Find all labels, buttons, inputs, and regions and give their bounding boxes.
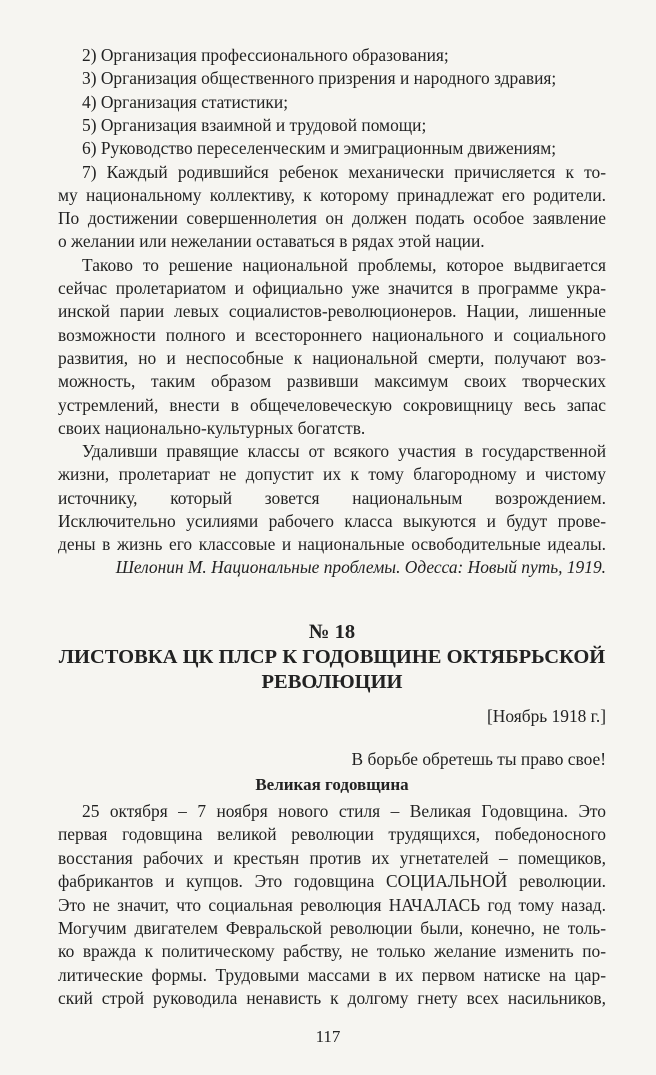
paragraph-line: своих национально-культурных богатств. [58, 417, 366, 438]
paragraph-line: источнику, который зовется национальным возрождением. [58, 487, 606, 508]
body-paragraph-line: фабрикантов и купцов. Это годовщина СОЦИАЛЬНОЙ революции. [58, 871, 606, 892]
paragraph-line: По достижении совершеннолетия он должен подать особое заявление [58, 208, 606, 229]
paragraph-line: сейчас пролетариатом и официально уже значится в программе укра- [58, 278, 606, 298]
document-title-line-1: ЛИСТОВКА ЦК ПЛСР К ГОДОВЩИНЕ ОКТЯБРЬСКОЙ [58, 646, 606, 668]
page-number: 117 [315, 1027, 341, 1046]
source-citation: Шелонин М. Национальные проблемы. Одесса: Новый путь, 1919. [115, 557, 606, 577]
paragraph-line: о желании или нежелании оставаться в рядах этой нации. [58, 231, 485, 252]
paragraph-line: 2) Организация профессионального образования; [82, 45, 449, 65]
body-paragraph-line: литические формы. Трудовыми массами в их первом натиске на цар- [58, 964, 606, 985]
section-subheading: Великая годовщина [255, 775, 409, 794]
paragraph-line: дены в жизнь его классовые и национальные освободительные идеалы. [58, 534, 606, 555]
paragraph-line: Исключительно усилиями рабочего класса выкуются и будут прове- [58, 511, 606, 531]
paragraph-line: устремлений, внести в общечеловеческую сокровищницу весь запас [58, 394, 606, 415]
motto: В борьбе обретешь ты право свое! [351, 749, 606, 769]
document-title-line-2: РЕВОЛЮЦИИ [261, 671, 403, 693]
paragraph-line: инской парии левых социалистов-революционеров. Нации, лишенные [58, 301, 606, 322]
paragraph-line: Удаливши правящие классы от всякого участия в государственной [82, 441, 606, 462]
paragraph-line: можность, таким образом развивши максимум своих творческих [58, 371, 606, 392]
document-number: № 18 [308, 621, 356, 643]
paragraph-line: возможности полного и всестороннего национального и социального [58, 324, 606, 345]
paragraph-line: 3) Организация общественного призрения и народного здравия; [82, 68, 557, 89]
body-paragraph-line: восстания рабочих и крестьян против их угнетателей – помещиков, [58, 847, 606, 868]
body-paragraph-line: Могучим двигателем Февральской революции были, конечно, не толь- [58, 918, 606, 938]
body-paragraph-line: первая годовщина великой революции трудящихся, победоносного [58, 824, 606, 845]
paragraph-line: 4) Организация статистики; [82, 91, 289, 112]
paragraph-line: 5) Организация взаимной и трудовой помощи; [82, 114, 427, 135]
paragraph-line: развития, но и неспособные к национальной смерти, получают воз- [58, 347, 606, 368]
body-paragraph-line: 25 октября – 7 ноября нового стиля – Великая Годовщина. Это [82, 801, 606, 821]
paragraph-line: 6) Руководство переселенческим и эмиграционным движениям; [82, 138, 557, 159]
paragraph-line: жизни, пролетариат не допустит их к тому благородному и чистому [58, 464, 606, 485]
paragraph-line: му национальному коллективу, к которому принадлежат его родители. [58, 184, 606, 205]
body-paragraph-line: Это не значит, что социальная революция НАЧАЛАСЬ год тому назад. [58, 894, 606, 915]
body-paragraph-line: ский строй руководила ненависть к долгому гнету всех насильников, [58, 988, 606, 1009]
body-paragraph-line: ко вражда к политическому рабству, не только желание изменить по- [58, 941, 606, 962]
paragraph-line: 7) Каждый родившийся ребенок механически причисляется к то- [82, 161, 606, 182]
paragraph-line: Таково то решение национальной проблемы, которое выдвигается [82, 254, 606, 275]
document-date: [Ноябрь 1918 г.] [487, 706, 606, 726]
